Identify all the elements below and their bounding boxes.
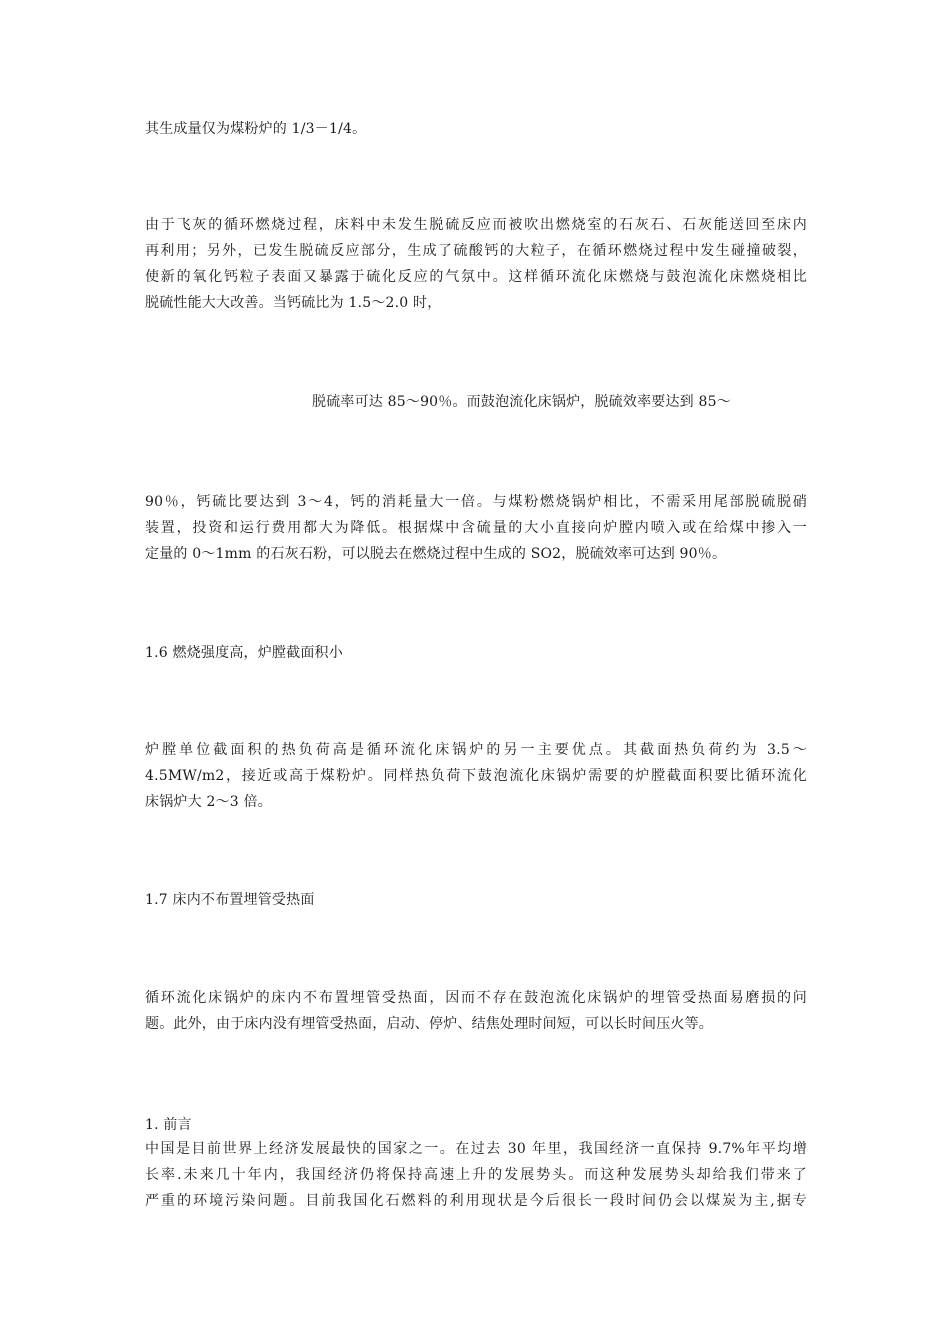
text-line: 中国是目前世界上经济发展最快的国家之一。在过去 30 年里，我国经济一直保持 9.7%年平均增 xyxy=(145,1141,807,1157)
text-line: 循环流化床锅炉的床内不布置埋管受热面，因而不存在鼓泡流化床锅炉的埋管受热面易磨损的问 xyxy=(145,990,807,1006)
text-line: 装置，投资和运行费用都大为降低。根据煤中含硫量的大小直接向炉膛内喷入或在给煤中掺入一 xyxy=(145,520,807,536)
paragraph-desulfurization-rate xyxy=(312,389,782,415)
text-line: 题。此外，由于床内没有埋管受热面，启动、停炉、结焦处理时间短，可以长时间压火等。 xyxy=(145,1016,713,1032)
text-line: 长率.未来几十年内，我国经济仍将保持高速上升的发展势头。而这种发展势头却给我们带来了 xyxy=(145,1167,807,1183)
text-line: 再利用；另外，已发生脱硫反应部分，生成了硫酸钙的大粒子，在循环燃烧过程中发生碰撞破裂， xyxy=(145,243,807,259)
text-line: 定量的 0～1mm 的石灰石粉，可以脱去在燃烧过程中生成的 SO2，脱硫效率可达到 90％。 xyxy=(145,546,727,562)
paragraph-china-economy xyxy=(145,1136,807,1214)
text-line: 脱硫率可达 85～90％。而鼓泡流化床锅炉，脱硫效率要达到 85～ xyxy=(312,394,731,410)
text-line: 炉膛单位截面积的热负荷高是循环流化床锅炉的另一主要优点。其截面热负荷约为 3.5～ xyxy=(145,742,807,758)
text-line: 90％，钙硫比要达到 3～4，钙的消耗量大一倍。与煤粉燃烧锅炉相比，不需采用尾部脱硫脱硝 xyxy=(145,494,807,510)
text-line: 脱硫性能大大改善。当钙硫比为 1.5～2.0 时， xyxy=(145,295,442,311)
paragraph-fly-ash-recycling xyxy=(145,212,807,316)
heading-text: 1. 前言 xyxy=(145,1117,192,1133)
paragraph-no-buried-tubes xyxy=(145,985,807,1037)
heading-text: 1.7 床内不布置埋管受热面 xyxy=(145,892,315,908)
paragraph-heat-load xyxy=(145,737,807,815)
text-line: 床锅炉大 2～3 倍。 xyxy=(145,794,272,810)
section-heading-1-7 xyxy=(145,887,807,913)
heading-text: 1.6 燃烧强度高，炉膛截面积小 xyxy=(145,645,343,661)
text-line: 使新的氧化钙粒子表面又暴露于硫化反应的气氛中。这样循环流化床燃烧与鼓泡流化床燃烧相比 xyxy=(145,269,807,285)
text-line: 由于飞灰的循环燃烧过程，床料中未发生脱硫反应而被吹出燃烧室的石灰石、石灰能送回至床内 xyxy=(145,217,807,233)
paragraph-calcium-sulfur-ratio xyxy=(145,489,807,567)
section-heading-preface xyxy=(145,1112,807,1138)
text-line: 严重的环境污染问题。目前我国化石燃料的利用现状是今后很长一段时间仍会以煤炭为主,据专 xyxy=(145,1193,807,1209)
text-line: 其生成量仅为煤粉炉的 1/3－1/4。 xyxy=(145,121,367,137)
text-line: 4.5MW/m2，接近或高于煤粉炉。同样热负荷下鼓泡流化床锅炉需要的炉膛截面积要比循环流化 xyxy=(145,768,807,784)
section-heading-1-6 xyxy=(145,640,807,666)
paragraph-generation-ratio xyxy=(145,116,807,142)
